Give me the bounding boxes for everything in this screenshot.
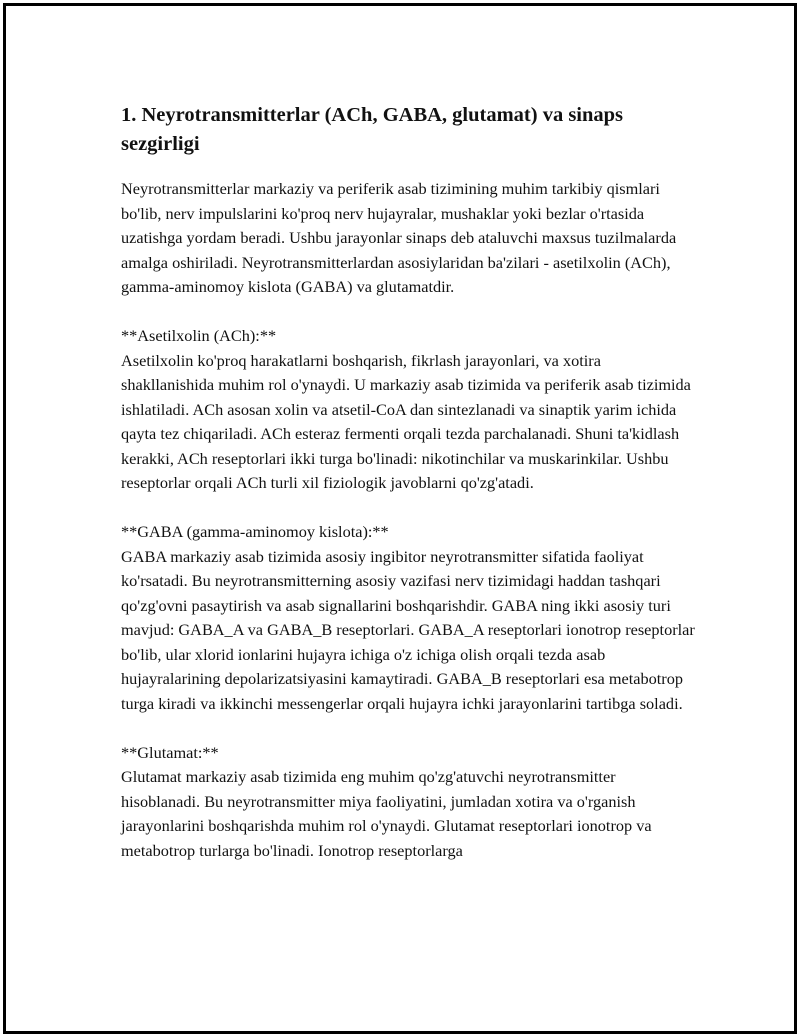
page-frame (3, 3, 797, 1034)
section-title-acetylcholine: **Asetilxolin (ACh):** (121, 326, 277, 345)
section-title-gaba: **GABA (gamma-aminomoy kislota):** (121, 522, 389, 541)
page-title: 1. Neyrotransmitterlar (ACh, GABA, glutamat) va sinaps sezgirligi (121, 104, 624, 155)
section-text-gaba: GABA markaziy asab tizimida asosiy ingibitor neyrotransmitter sifatida faoliyat ko'rsatadi. Bu neyrotransmitterning asosiy vazifasi nerv tizimidagi haddan tashqari qo'zg'ovni pasaytirish va asab signallarini boshqarishdir. GABA ning ikki asosiy turi mavjud: GABA_A va GABA_B reseptorlari. GABA_A reseptorlari ionotrop reseptorlar bo'lib, ular xlorid ionlarini hujayra ichiga o'z ichiga olish orqali tezda asab hujayralarining depolarizatsiyasini kamaytiradi. GABA_B reseptorlari esa metabotrop turga kiradi va ikkinchi messengerlar orqali hujayra ichki jarayonlarini tartibga soladi. (121, 546, 695, 713)
section-text-glutamate: Glutamat markaziy asab tizimida eng muhim qo'zg'atuvchi neyrotransmitter hisoblanadi. Bu neyrotransmitter miya faoliyatini, jumladan xotira va o'rganish jarayonlarini boshqarishda muhim rol o'ynaydi. Glutamat reseptorlari ionotrop va metabotrop turlarga bo'linadi. Ionotrop reseptorlarga (121, 767, 652, 860)
section-text-acetylcholine: Asetilxolin ko'proq harakatlarni boshqarish, fikrlash jarayonlari, va xotira shakllanishida muhim rol o'ynaydi. U markaziy asab tizimida va periferik asab tizimida ishlatiladi. ACh asosan xolin va atsetil-CoA dan sintezlanadi va sinaptik yarim ichida qayta tez chiqariladi. ACh esteraz fermenti orqali tezda parchalanadi. Shuni ta'kidlash kerakki, ACh reseptorlari ikki turga bo'linadi: nikotinchilar va muskarinkilar. Ushbu reseptorlar orqali ACh turli xil fiziologik javoblarni qo'zg'atadi. (121, 350, 691, 492)
document-body (121, 101, 696, 863)
section-title-glutamate: **Glutamat:** (121, 742, 219, 762)
intro-paragraph: Neyrotransmitterlar markaziy va periferik asab tizimining muhim tarkibiy qismlari bo'lib, nerv impulslarini ko'proq nerv hujayralar, mushaklar yoki bezlar o'rtasida uzatishga yordam beradi. Ushbu jarayonlar sinaps deb ataluvchi maxsus tuzilmalarda amalga oshiriladi. Neyrotransmitterlardan asosiylaridan ba'zilari - asetilxolin (ACh), gamma-aminomoy kislota (GABA) va glutamatdir. (121, 179, 677, 296)
